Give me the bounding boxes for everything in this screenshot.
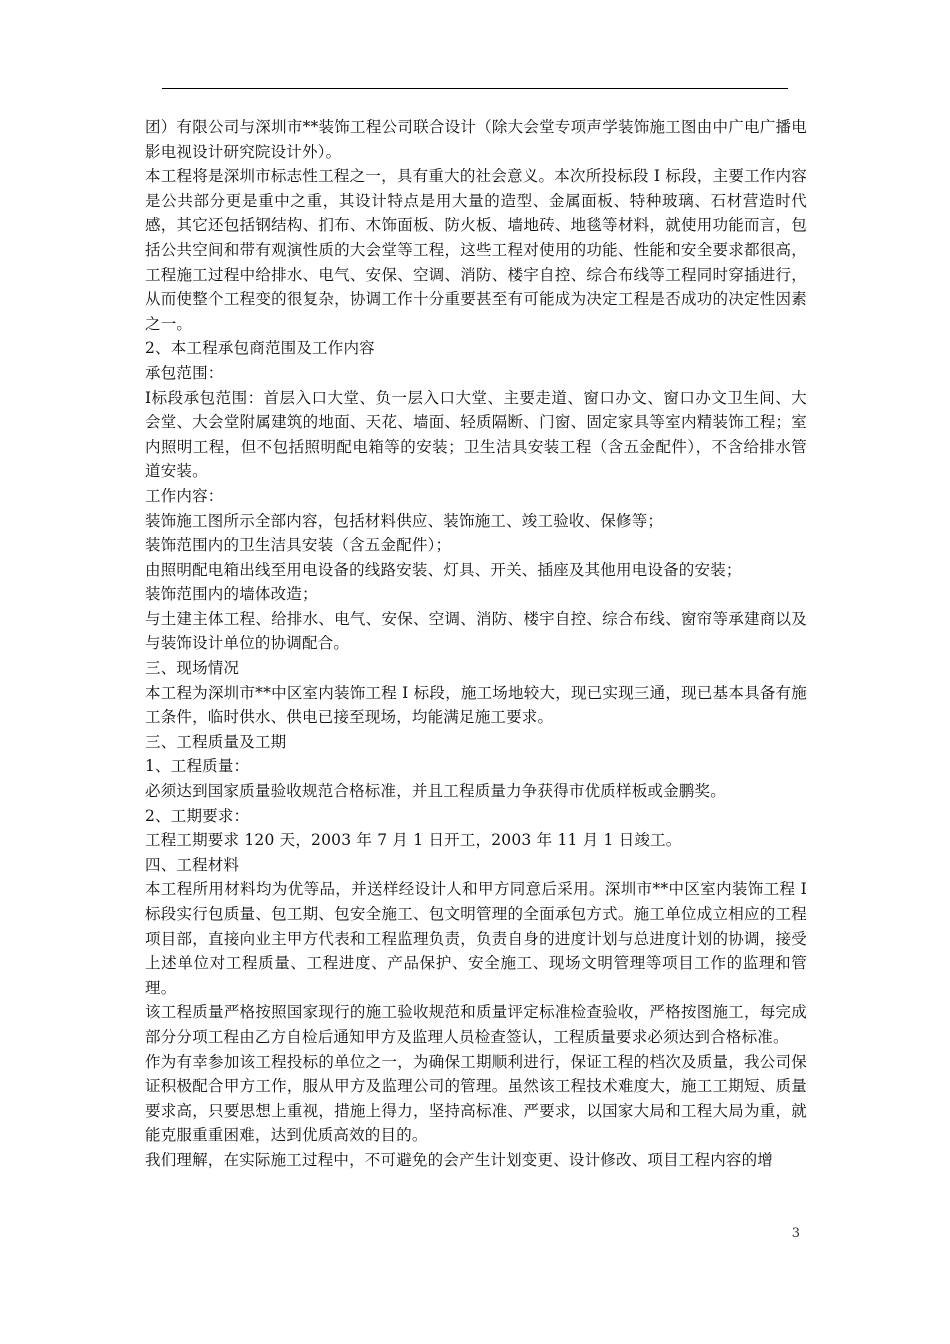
work-item-1: 装饰施工图所示全部内容，包括材料供应、装饰施工、竣工验收、保修等； <box>145 511 664 530</box>
paragraph-site-conditions: 本工程为深圳市**中区室内装饰工程 I 标段，施工场地较大，现已实现三通，现已基本具备有施工条件，临时供水、供电已接至现场，均能满足施工要求。 <box>145 683 807 727</box>
section-heading-contract-scope: 2、本工程承包商范围及工作内容 <box>145 339 375 358</box>
work-item-2: 装饰范围内的卫生洁具安装（含五金配件）； <box>145 536 452 555</box>
subheading-schedule: 2、工期要求： <box>145 806 250 825</box>
subheading-work-content: 工作内容： <box>145 486 224 505</box>
section-heading-site: 三、现场情况 <box>145 659 240 678</box>
section-heading-quality-schedule: 三、工程质量及工期 <box>145 732 287 751</box>
section-heading-materials: 四、工程材料 <box>145 855 240 874</box>
work-item-3: 由照明配电箱出线至用电设备的线路安装、灯具、开关、插座及其他用电设备的安装； <box>145 560 742 579</box>
paragraph-schedule: 工程工期要求 120 天，2003 年 7 月 1 日开工，2003 年 11 月 1 日竣工。 <box>145 831 682 850</box>
subheading-quality: 1、工程质量： <box>145 757 250 776</box>
paragraph-section-i-range: Ⅰ标段承包范围：首层入口大堂、负一层入口大堂、主要走道、窗口办文、窗口办文卫生间、大会堂、大会堂附属建筑的地面、天花、墙面、轻质隔断、门窗、固定家具等室内精装饰工程；室内照明工程，但不包括照明配电箱等的安装；卫生洁具安装工程（含五金配件），不含给排水管道安装。 <box>145 388 807 481</box>
paragraph-commitment: 作为有幸参加该工程投标的单位之一，为确保工期顺利进行，保证工程的档次及质量，我公司保证积极配合甲方工作，服从甲方及监理公司的管理。虽然该工程技术难度大，施工工期短、质量要求高，只要思想上重视，措施上得力，坚持高标准、严要求，以国家大局和工程大局为重，就能克服重重困难，达到优质高效的目的。 <box>145 1052 807 1145</box>
paragraph-1: 团）有限公司与深圳市**装饰工程公司联合设计（除大会堂专项声学装饰施工图由中广电广播电影电视设计研究院设计外）。 <box>145 118 807 161</box>
body-text <box>145 115 807 1173</box>
paragraph-quality: 必须达到国家质量验收规范合格标准，并且工程质量力争获得市优质样板或金鹏奖。 <box>145 782 726 801</box>
work-item-5: 与土建主体工程、给排水、电气、安保、空调、消防、楼宇自控、综合布线、窗帘等承建商以及与装饰设计单位的协调配合。 <box>145 609 807 653</box>
page-number: 3 <box>791 1226 800 1241</box>
paragraph-acceptance: 该工程质量严格按照国家现行的施工验收规范和质量评定标准检查验收，严格按图施工，每完成部分分项工程由乙方自检后通知甲方及监理人员检查签认，工程质量要求必须达到合格标准。 <box>145 1003 807 1046</box>
subheading-contract-range: 承包范围： <box>145 363 224 382</box>
header-rule <box>162 88 788 89</box>
paragraph-understanding: 我们理解，在实际施工过程中，不可避免的会产生计划变更、设计修改、项目工程内容的增 <box>145 1150 774 1169</box>
paragraph-2: 本工程将是深圳市标志性工程之一，具有重大的社会意义。本次所投标段 I 标段，主要工作内容是公共部分更是重中之重，其设计特点是用大量的造型、金属面板、特种玻璃、石材营造时代感，其它还包括钢结构、扪布、木饰面板、防火板、墙地砖、地毯等材料，就使用功能而言，包括公共空间和带有观演性质的大会堂等工程，这些工程对使用的功能、性能和安全要求都很高，工程施工过程中给排水、电气、安保、空调、消防、楼宇自控、综合布线等工程同时穿插进行，从而使整个工程变的很复杂，协调工作十分重要甚至有可能成为决定工程是否成功的决定性因素之一。 <box>145 167 807 333</box>
paragraph-materials: 本工程所用材料均为优等品，并送样经设计人和甲方同意后采用。深圳市**中区室内装饰工程 I 标段实行包质量、包工期、包安全施工、包文明管理的全面承包方式。施工单位成立相应的工程项目部，直接向业主甲方代表和工程监理负责，负责自身的进度计划与总进度计划的协调，接受上述单位对工程质量、工程进度、产品保护、安全施工、现场文明管理等项目工作的监理和管理。 <box>145 880 807 997</box>
work-item-4: 装饰范围内的墙体改造； <box>145 585 318 604</box>
